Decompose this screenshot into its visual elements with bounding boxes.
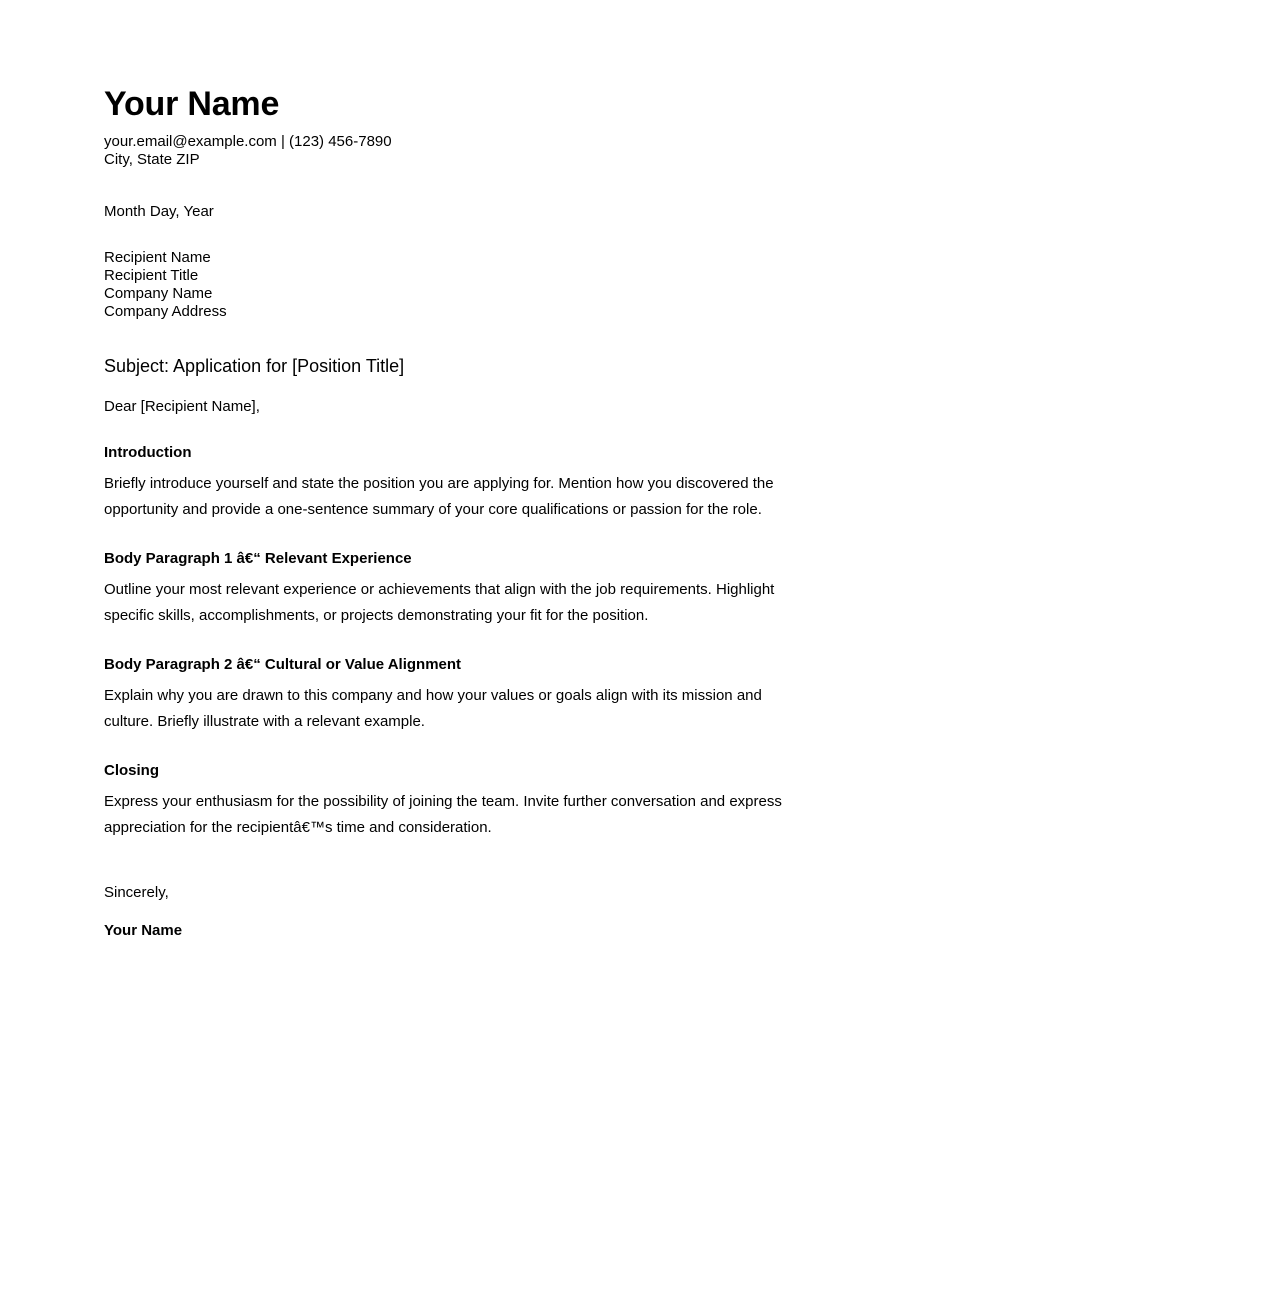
sender-name-heading: Your Name	[104, 85, 280, 123]
signoff-closing-line: Sincerely,	[104, 884, 169, 901]
section-heading-closing: Closing	[104, 762, 159, 779]
section-body-text-closing: Express your enthusiasm for the possibility of joining the team. Invite further conversation and express appreciation for the recipientâ€™s time and consideration.	[104, 793, 782, 836]
subject-line: Subject: Application for [Position Title]	[104, 356, 405, 376]
section-introduction	[104, 443, 804, 523]
section-heading-introduction: Introduction	[104, 444, 192, 461]
letter-date: Month Day, Year	[104, 203, 214, 220]
section-body-paragraph-2	[104, 655, 804, 735]
signature-name: Your Name	[104, 922, 183, 939]
recipient-address-block	[104, 249, 804, 321]
section-body-introduction: Briefly introduce yourself and state the position you are applying for. Mention how you discovered the opportunity and provide a one-sentence summary of your core qualifications or passion for the role.	[104, 475, 774, 518]
salutation-line: Dear [Recipient Name],	[104, 398, 260, 415]
section-body-text-body-paragraph-2: Explain why you are drawn to this company and how your values or goals align with its mission and culture. Briefly illustrate with a relevant example.	[104, 687, 762, 730]
section-body-text-body-paragraph-1: Outline your most relevant experience or achievements that align with the job requirements. Highlight specific skills, accomplishments, or projects demonstrating your fit for the position.	[104, 581, 775, 624]
recipient-address-line: Company Address	[104, 303, 227, 320]
recipient-name-line: Recipient Name	[104, 249, 211, 266]
sender-location-line: City, State ZIP	[104, 151, 200, 168]
sender-email-phone-line: your.email@example.com | (123) 456-7890	[104, 133, 392, 150]
cover-letter-body	[104, 84, 804, 941]
section-heading-body-paragraph-1: Body Paragraph 1 â€“ Relevant Experience	[104, 550, 412, 567]
section-heading-body-paragraph-2: Body Paragraph 2 â€“ Cultural or Value Alignment	[104, 656, 462, 673]
recipient-company-line: Company Name	[104, 285, 213, 302]
section-closing	[104, 761, 804, 841]
recipient-title-line: Recipient Title	[104, 267, 199, 284]
sender-contact-block	[104, 133, 804, 169]
section-body-paragraph-1	[104, 549, 804, 629]
